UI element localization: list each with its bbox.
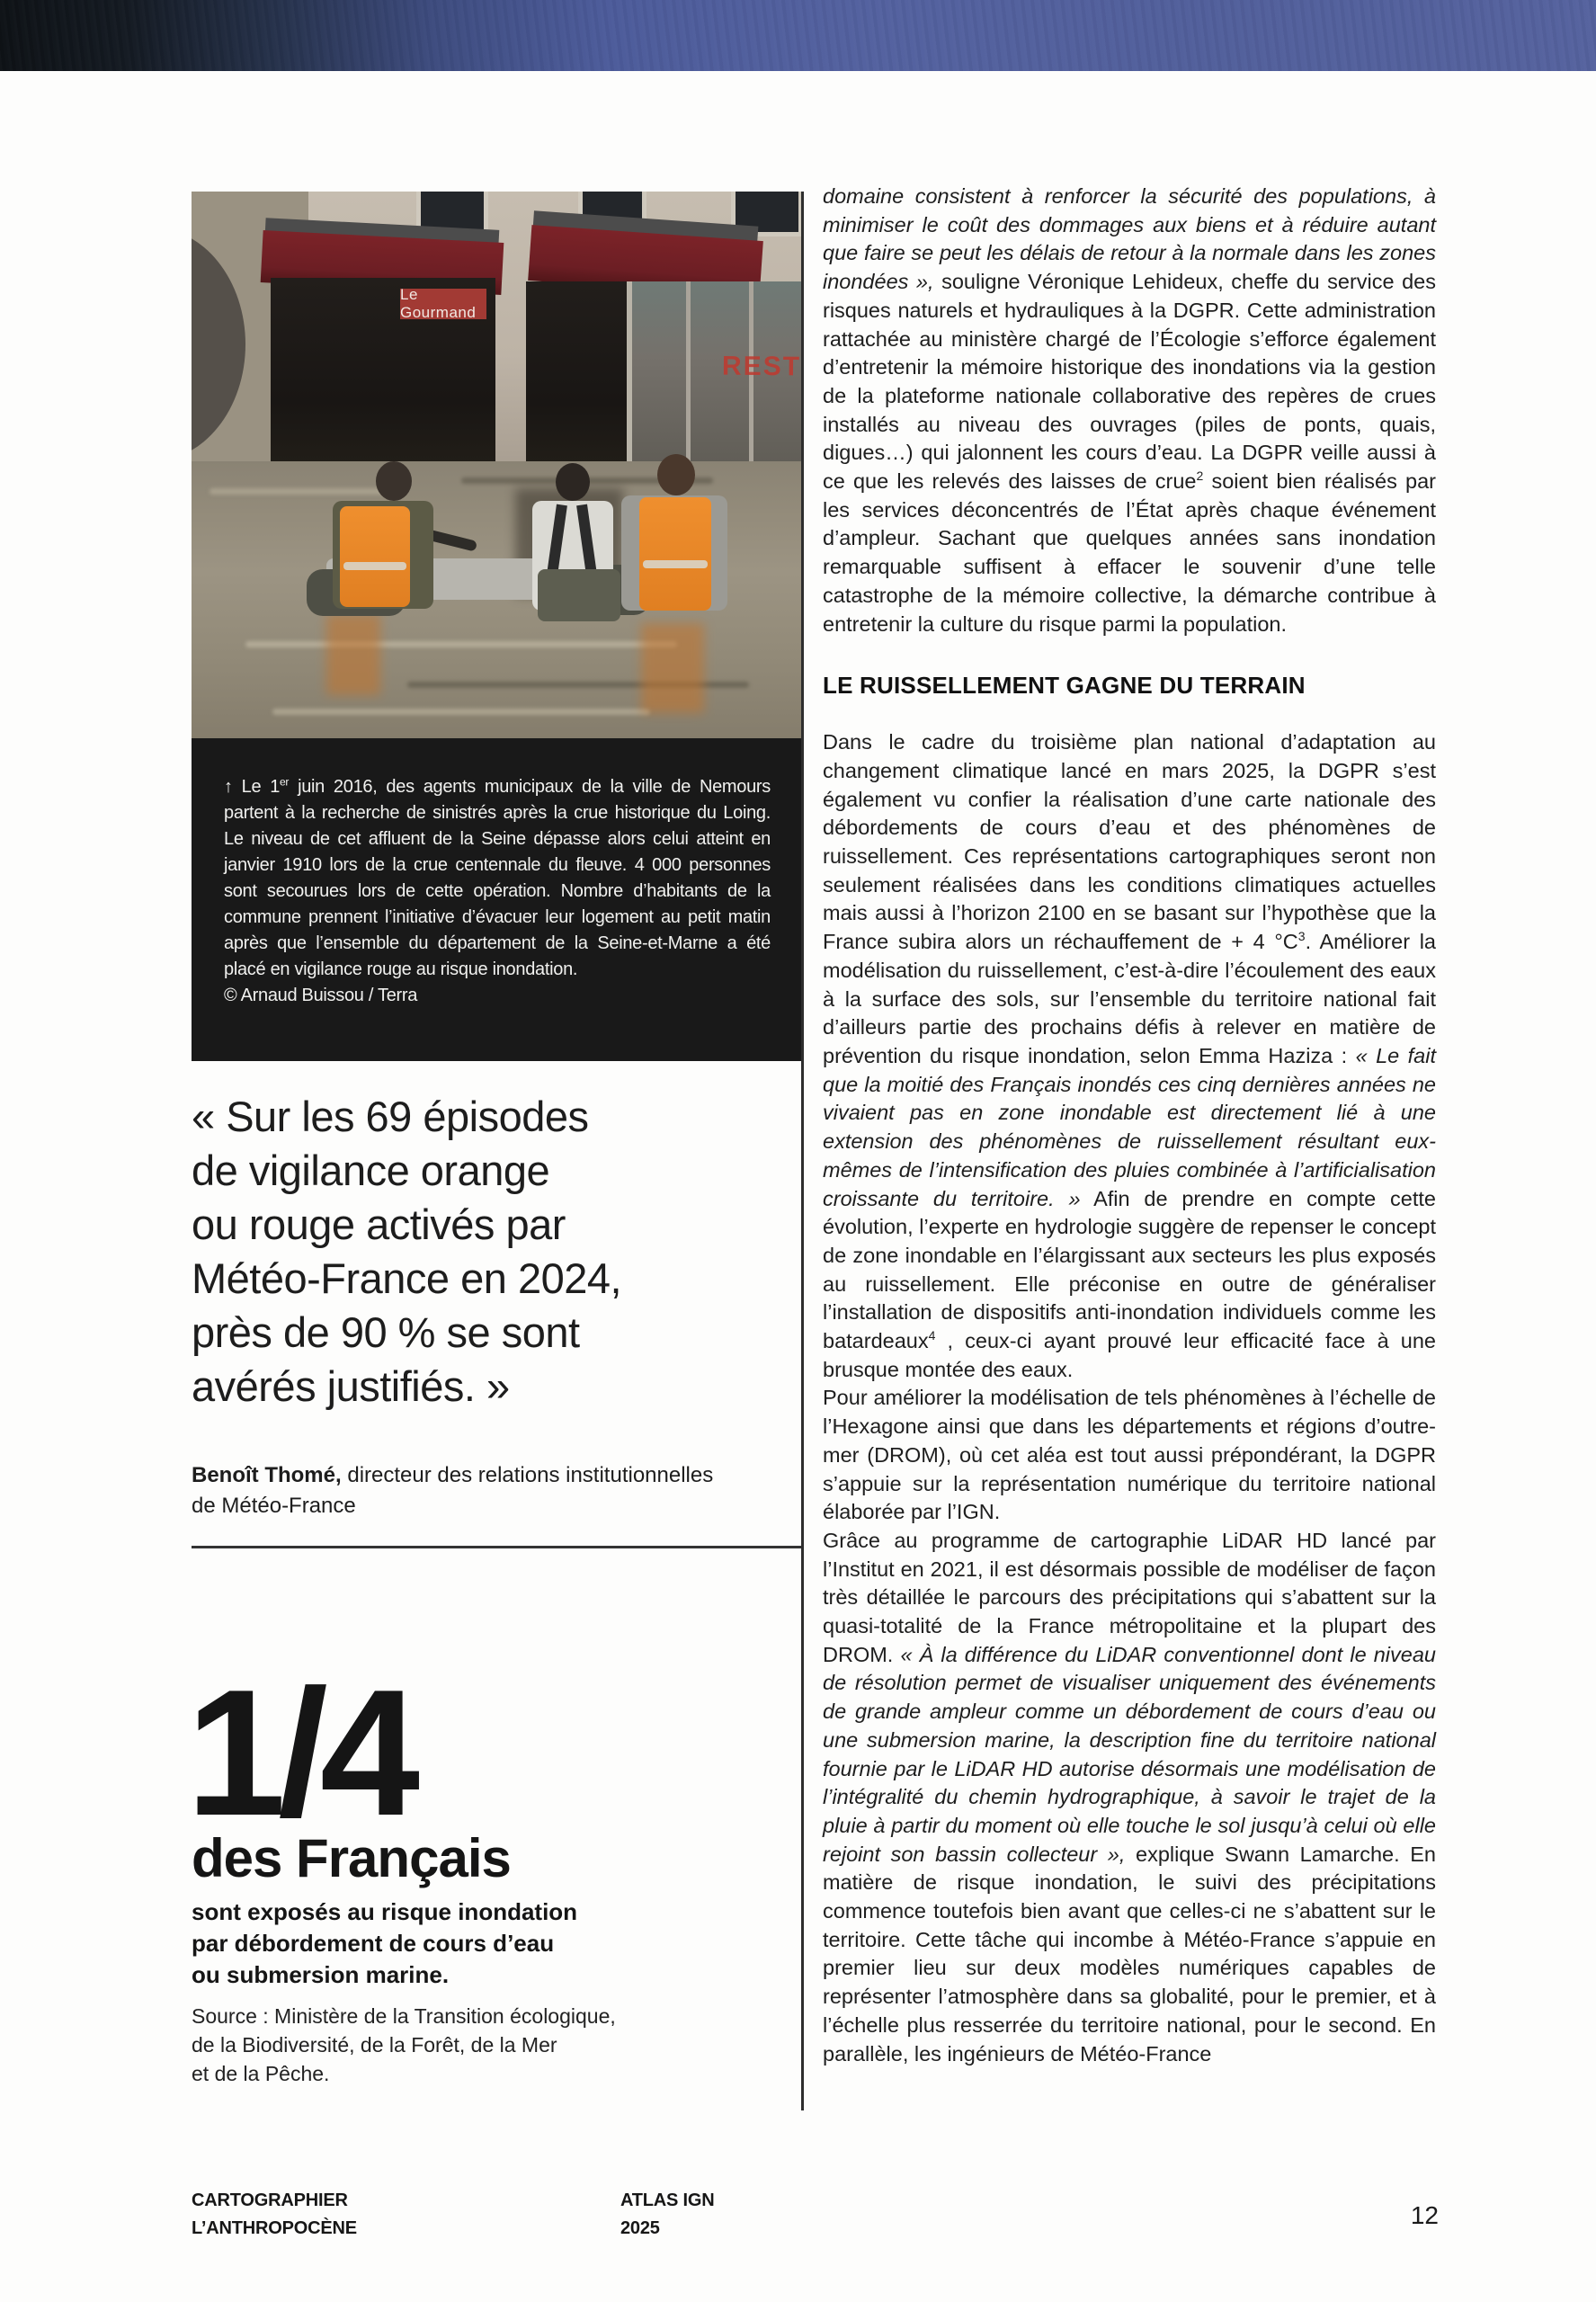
photo-shop-sign	[400, 286, 486, 321]
stat-source	[192, 2002, 812, 2088]
photo-glass-mullion	[686, 281, 691, 472]
article-column	[823, 183, 1436, 2068]
pull-quote-line: ou rouge activés par	[192, 1200, 566, 1248]
stat-source-line: et de la Pêche.	[192, 2062, 330, 2085]
section-heading: LE RUISSELLEMENT GAGNE DU TERRAIN	[823, 672, 1306, 700]
stat-source-line: de la Biodiversité, de la Forêt, de la Mer	[192, 2033, 557, 2057]
stat-description-line: par débordement de cours d’eau	[192, 1930, 555, 1957]
person-head	[556, 463, 590, 501]
footer-edition	[620, 2187, 715, 2243]
footer-left-line2: L’ANTHROPOCÈNE	[192, 2218, 357, 2238]
article-paragraph: Pour améliorer la modélisation de tels phénomènes à l’échelle de l’Hexagone ainsi que dans les départements et régions d’outre-mer (DROM), où cet aléa est tout aussi prépondérant, la DGPR s’appuie sur la représentation numérique du territoire national élaborée par l’IGN.	[823, 1386, 1436, 1524]
article-paragraph: Dans le cadre du troisième plan national d’adaptation au changement climatique lancé en mars 2025, la DGPR s’est également vu confier la réalisation d’une carte nationale des débordements de cours d’eau et des phénomènes de ruissellement. Ces représentations cartographiques seront non seulement réalisées dans les conditions climatiques actuelles mais aussi à l’horizon 2100 en se basant sur l’hypothèse que la France subira alors un réchauffement de + 4 $^\circ C^3$. Améliorer la modélisation du ruissellement, c’est-à-dire l’écoulement des eaux à la surface des sols, sur l’ensemble du territoire national fait d’ailleurs partie des prochains défis à relever en matière de prévention du risque inondation, selon Emma Haziza : « Le fait que la moitié des Français inondés ces cinq dernières années ne vivaient pas en zone inondable est directement lié à une extension des phénomènes de ruissellement résultant eux-mêmes de l’intensification des pluies combinée à l’artificialisation croissante du territoire. » Afin de prendre en compte cette évolution, l’experte en hydrologie suggère de repenser le concept de zone inondable en l’élargissant aux secteurs les plus exposés au ruissellement. Elle préconise en outre de généraliser l’installation de dispositifs anti-inondation individuels comme les batardeaux$^4$ , ceux-ci ayant prouvé leur efficacité face à une brusque montée des eaux.	[823, 730, 1436, 1381]
vest-stripe	[643, 560, 708, 568]
photo-person-right	[621, 454, 729, 620]
footer-left-line1: CARTOGRAPHIER	[192, 2190, 348, 2210]
photo-person-middle	[531, 463, 616, 614]
vest-reflection	[641, 623, 704, 713]
stat-value: 1/4	[186, 1653, 413, 1853]
footer-center-line1: ATLAS IGN	[620, 2190, 715, 2210]
water-streak	[245, 641, 677, 647]
pull-quote-line: de vigilance orange	[192, 1147, 550, 1194]
article-paragraph: domaine consistent à renforcer la sécurité des populations, à minimiser le coût des dommages aux biens et à réduire autant que faire se peut les délais de retour à la normale dans les zones inondées », souligne Véronique Lehideux, cheffe du service des risques naturels et hydrauliques à la DGPR. Cette administration rattachée au ministère chargé de l’Écologie s’efforce également d’entretenir la mémoire historique des inondations via la gestion de la plateforme nationale collaborative des repères de crues installés au niveau des ouvrages (piles de ponts, quais, digues…) qui jalonnent les cours d’eau. La DGPR veille aussi à ce que les relevés des laisses de crue$^2$ soient bien réalisés par les services déconcentrés de l’État après chaque événement d’ampleur. Sachant que quelques années sans inondation remarquable suffisent à effacer le souvenir d’une telle catastrophe de la mémoire collective, la démarche contribue à entretenir la culture du risque parmi la population.	[823, 184, 1436, 636]
pull-quote	[192, 1090, 821, 1414]
pull-quote-line: avérés justifiés. »	[192, 1362, 510, 1410]
photo-person-left	[324, 461, 436, 619]
shop-sign-label: Le Gourmand	[400, 286, 477, 321]
water-streak	[272, 709, 650, 715]
person-bag	[538, 569, 620, 621]
person-head	[376, 461, 412, 501]
flood-photo	[192, 192, 801, 738]
footer-center-line2: 2025	[620, 2218, 660, 2238]
section-divider-horizontal	[192, 1546, 801, 1548]
person-head	[657, 454, 695, 495]
stat-subject: des Français	[192, 1828, 511, 1888]
top-banner-image	[0, 0, 1596, 71]
photo-caption: ↑ Le 1er juin 2016, des agents municipaux de la ville de Nemours partent à la recherche de sinistrés après la crue historique du Loing. Le niveau de cet affluent de la Seine dépasse alors celui atteint en janvier 1910 lors de la crue centennale du fleuve. 4 000 personnes sont secourues lors de cette opération. Nombre d’habitants de la commune prennent l’initiative d’évacuer leur logement au petit matin après que l’ensemble du département de la Seine-et-Marne a été placé en vigilance rouge au risque inondation. © Arnaud Buissou / Terra	[192, 738, 801, 1061]
pull-quote-line: près de 90 % se sont	[192, 1308, 580, 1356]
banner-texture	[0, 0, 1596, 71]
quote-author: Benoît Thomé, directeur des relations institutionnelles	[192, 1463, 714, 1487]
article-paragraph: Grâce au programme de cartographie LiDAR HD lancé par l’Institut en 2021, il est désormais possible de modéliser de façon très détaillée le parcours des précipitations qui s’abattent sur la quasi-totalité de la France métropolitaine et la plupart des DROM. « À la différence du LiDAR conventionnel dont le niveau de résolution permet de visualiser uniquement des événements de grande ampleur comme un débordement de cours d’eau ou une submersion marine, la description fine du territoire national fournie par le LiDAR HD autorise désormais une modélisation de l’intégralité du chemin hydrographique, à savoir le trajet de la pluie à partir du moment où elle touche le sol jusqu’à celui où elle rejoint son bassin collecteur », explique Swann Lamarche. En matière de risque inondation, le suivi des précipitations commence toutefois bien avant que celles-ci ne s’abattent sur le territoire. Cette tâche qui incombe à Météo-France s’appuie en premier lieu sur deux modèles numériques capables de représenter l’atmosphère dans sa globalité, pour le premier, et à l’échelle plus resserrée du territoire national, pour le second. En parallèle, les ingénieurs de Météo-France	[823, 1528, 1436, 2066]
pull-quote-line: Météo-France en 2024,	[192, 1254, 622, 1302]
footer-publication-title	[192, 2187, 357, 2243]
stat-source-line: Source : Ministère de la Transition écologique,	[192, 2004, 616, 2028]
quote-author-org: de Météo-France	[192, 1494, 356, 1518]
stat-description-line: sont exposés au risque inondation	[192, 1898, 578, 1925]
person-vest	[639, 497, 711, 611]
pull-quote-line: « Sur les 69 épisodes	[192, 1093, 589, 1140]
photo-window-lettering: REST	[721, 351, 801, 382]
person-vest	[340, 506, 410, 607]
vest-stripe	[343, 562, 406, 570]
stat-description	[192, 1896, 812, 1991]
quote-attribution	[192, 1460, 812, 1521]
page-number: 12	[1410, 2201, 1439, 2229]
photo-storefront-dark	[526, 281, 627, 485]
vest-reflection	[326, 614, 380, 695]
stat-description-line: ou submersion marine.	[192, 1961, 450, 1988]
